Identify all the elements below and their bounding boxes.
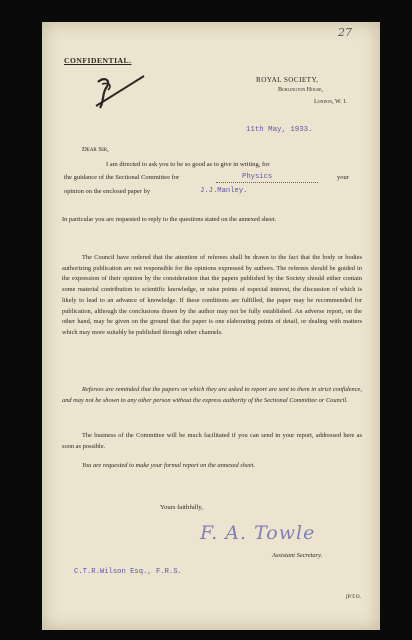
request-line-1: I am directed to ask you to be so good as to give in writing, for <box>106 161 270 168</box>
subject-value: Physics <box>242 173 273 181</box>
signature: F. A. Towle <box>200 522 316 544</box>
request-line-2 <box>64 174 364 181</box>
closing: Yours faithfully, <box>160 504 203 511</box>
para-council: The Council have ordered that the attention of referees shall be drawn to the fact that the body or bodies authorizing publication are not responsible for the opinions expressed by authors. The referees should be guided in the expression of their opinion by the consideration that the papers published by the Society should either contain some material contribution to scientific knowledge, or raise points of especial interest, the discussion of which is likely to lead to an advance of knowledge. If these conditions are fulfilled, the paper may be recommended for publication, although the conclusions drawn by the author may not be fully established. An adverse report, on the other hand, may be given on the ground that the paper is one elaborating points of detail, or dealing with matters which may more suitably be published through other channels. <box>62 254 362 336</box>
request-line-2-prefix: the guidance of the Sectional Committee for <box>64 174 180 181</box>
para-formal: You are requested to make your formal report on the annexed sheet. <box>82 462 255 469</box>
date: 11th May, 1933. <box>246 126 313 134</box>
author-value: J.J.Manley. <box>200 187 248 195</box>
page-number: 27 <box>338 26 352 39</box>
org-name: ROYAL SOCIETY, <box>256 76 319 84</box>
salutation: Dear Sir, <box>82 146 109 153</box>
handwritten-mark-icon <box>90 72 150 112</box>
address-line-1: Burlington House, <box>278 87 324 93</box>
confidential-heading: CONFIDENTIAL. <box>64 56 132 65</box>
pto-mark: [P.T.O. <box>346 594 362 600</box>
para-referees: Referees are reminded that the papers on which they are asked to report are sent to them in strict confidence, and may not be shown to any other person without the express authority of the Sectional Committee or Council. <box>62 386 362 404</box>
para-business: The business of the Committee will be much facilitated if you can send in your report, addressed here as soon as possible. <box>62 432 362 450</box>
handwritten-mark <box>90 72 150 112</box>
subject-underline <box>216 182 318 183</box>
para-particular: In particular you are requested to reply to the questions stated on the annexed sheet. <box>62 216 277 223</box>
signatory-title: Assistant Secretary. <box>272 552 323 559</box>
letter-page <box>42 22 380 630</box>
request-line-3: opinion on the enclosed paper by <box>64 188 151 195</box>
request-line-2-suffix: your <box>337 174 349 181</box>
address-line-2: London, W. 1. <box>314 99 348 105</box>
recipient: C.T.R.Wilson Esq., F.R.S. <box>74 568 182 576</box>
